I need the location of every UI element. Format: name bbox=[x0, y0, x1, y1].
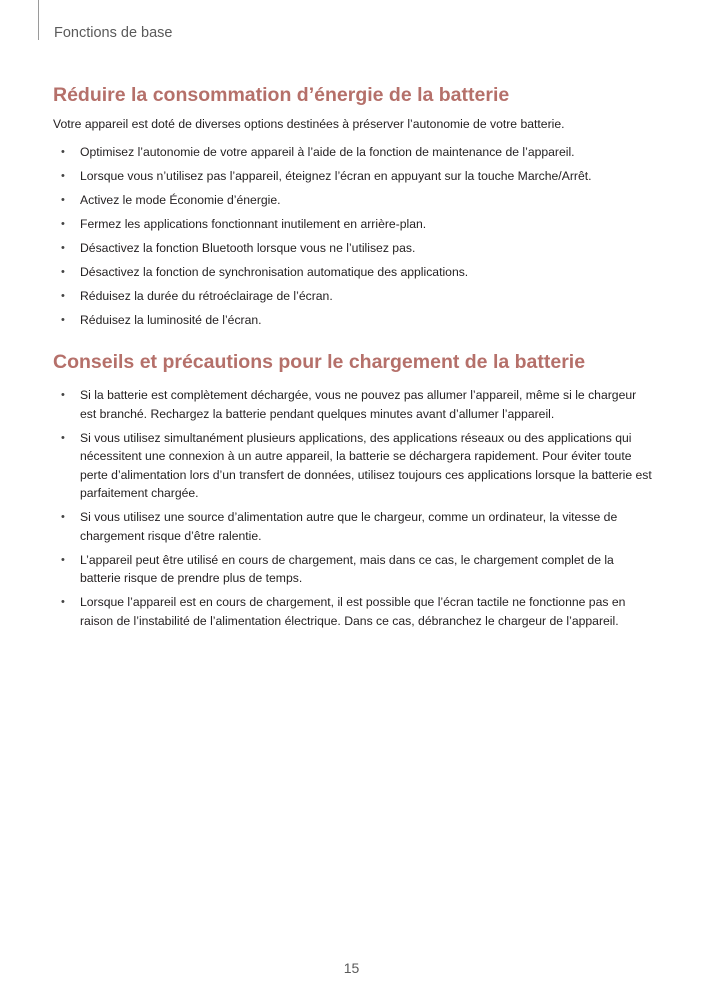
list-item: • Réduisez la luminosité de l’écran. bbox=[53, 311, 653, 335]
bullet-icon: • bbox=[61, 431, 65, 444]
bullet-icon: • bbox=[61, 194, 65, 206]
header-rule bbox=[38, 0, 39, 40]
list-item: • Lorsque l’appareil est en cours de chargement, il est possible que l’écran tactile ne fonctionne pas en raison de l’instabilité de l’alimentation électrique. Dans ce cas, débranchez le chargeur de l’appareil. bbox=[61, 595, 626, 628]
bullet-icon: • bbox=[61, 553, 65, 566]
list-item: • Si vous utilisez simultanément plusieurs applications, des applications réseaux ou des applications qui nécessitent une connexion à un autre appareil, la batterie se déchargera rapidement. Pour éviter toute perte d’alimentation lors d’un transfert de données, utilisez toujours ces applications lorsque la batterie est parfaitement chargée. bbox=[61, 430, 652, 500]
list-item: • Lorsque vous n’utilisez pas l’appareil, éteignez l’écran en appuyant sur la touche Marche/Arrêt. bbox=[53, 167, 653, 191]
bullet-icon: • bbox=[61, 266, 65, 278]
bullet-icon: • bbox=[61, 218, 65, 230]
section-title-battery-saving: Réduire la consommation d’énergie de la batterie bbox=[53, 84, 510, 106]
list-item: • Désactivez la fonction de synchronisation automatique des applications. bbox=[53, 263, 653, 287]
bullet-icon: • bbox=[61, 242, 65, 254]
list-item: • Si vous utilisez une source d’alimentation autre que le chargeur, comme un ordinateur, la vitesse de chargement risque d’être ralentie. bbox=[61, 510, 618, 543]
list-item: • Fermez les applications fonctionnant inutilement en arrière-plan. bbox=[53, 215, 653, 239]
list-item: • Activez le mode Économie d’énergie. bbox=[53, 191, 653, 215]
list-item: • Optimisez l’autonomie de votre appareil à l’aide de la fonction de maintenance de l’appareil. bbox=[53, 143, 653, 167]
list-item: • Désactivez la fonction Bluetooth lorsque vous ne l’utilisez pas. bbox=[53, 239, 653, 263]
bullet-icon: • bbox=[61, 511, 65, 523]
bullet-icon: • bbox=[61, 170, 65, 182]
bullet-icon: • bbox=[61, 389, 65, 401]
list-item: • Si la batterie est complètement déchargée, vous ne pouvez pas allumer l’appareil, même si le chargeur est branché. Rechargez la batterie pendant quelques minutes avant d’allumer l’appareil. bbox=[61, 388, 637, 421]
list-item: • Réduisez la durée du rétroéclairage de l’écran. bbox=[53, 287, 653, 311]
header-title: Fonctions de base bbox=[54, 25, 173, 41]
charging-tips-list bbox=[53, 386, 653, 636]
list-item: • L’appareil peut être utilisé en cours de chargement, mais dans ce cas, le chargement complet de la batterie risque de prendre plus de temps. bbox=[61, 552, 614, 585]
section-intro: Votre appareil est doté de diverses options destinées à préserver l’autonomie de votre batterie. bbox=[53, 117, 565, 131]
section-title-charging-tips: Conseils et précautions pour le chargement de la batterie bbox=[53, 351, 586, 373]
bullet-icon: • bbox=[61, 290, 65, 302]
page-number: 15 bbox=[343, 960, 360, 976]
battery-saving-list bbox=[53, 143, 653, 335]
bullet-icon: • bbox=[61, 146, 65, 158]
bullet-icon: • bbox=[61, 314, 65, 326]
bullet-icon: • bbox=[61, 596, 65, 608]
